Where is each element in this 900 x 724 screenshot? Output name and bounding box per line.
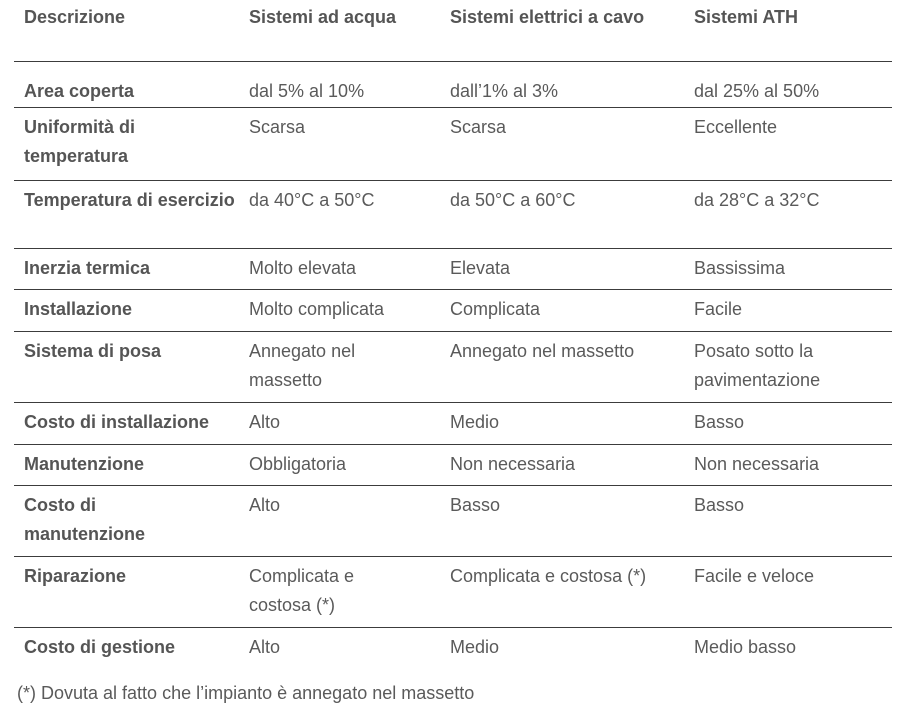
row-label: Inerzia termica <box>24 258 151 278</box>
table-row <box>14 445 892 486</box>
table-row <box>14 557 892 628</box>
table-cell: Molto elevata <box>249 258 357 278</box>
row-label: Temperatura di esercizio <box>24 190 235 210</box>
table-cell: Basso <box>694 412 745 432</box>
table-cell: dal 5% al 10% <box>249 81 365 101</box>
table-cell: Alto <box>249 495 281 515</box>
table-cell: Alto <box>249 637 281 657</box>
table-cell: Complicata e costosa (*) <box>249 566 355 615</box>
table-header-row <box>14 0 892 62</box>
table-cell: Facile <box>694 299 743 319</box>
table-cell: Eccellente <box>694 117 778 137</box>
row-label: Uniformità di temperatura <box>24 117 135 166</box>
row-label: Riparazione <box>24 566 127 586</box>
table-cell: dal 25% al 50% <box>694 81 820 101</box>
table-cell: da 40°C a 50°C <box>249 190 375 210</box>
table-cell: Complicata <box>450 299 541 319</box>
table-cell: Annegato nel massetto <box>249 341 356 390</box>
table-row <box>14 62 892 108</box>
table-cell: Scarsa <box>450 117 507 137</box>
table-cell: Molto complicata <box>249 299 385 319</box>
table-row <box>14 332 892 403</box>
comparison-table <box>14 0 892 670</box>
table-cell: Annegato nel massetto <box>450 341 635 361</box>
table-cell: Alto <box>249 412 281 432</box>
table-row <box>14 628 892 670</box>
header-cell: Sistemi elettrici a cavo <box>450 7 645 27</box>
table-cell: Scarsa <box>249 117 306 137</box>
table-row <box>14 181 892 249</box>
table-cell: Medio <box>450 412 500 432</box>
table-row <box>14 249 892 290</box>
header-cell: Sistemi ATH <box>694 7 799 27</box>
header-cell: Descrizione <box>24 7 126 27</box>
table-cell: Bassissima <box>694 258 786 278</box>
table-cell: Facile e veloce <box>694 566 815 586</box>
table-cell: Non necessaria <box>450 454 576 474</box>
row-label: Costo di manutenzione <box>24 495 146 544</box>
table-row <box>14 486 892 557</box>
table-cell: Medio <box>450 637 500 657</box>
table-cell: Medio basso <box>694 637 797 657</box>
table-cell: Basso <box>694 495 745 515</box>
table-cell: Obbligatoria <box>249 454 347 474</box>
row-label: Manutenzione <box>24 454 144 474</box>
table-row <box>14 108 892 181</box>
table-cell: Posato sotto la pavimentazione <box>694 341 821 390</box>
table-cell: da 50°C a 60°C <box>450 190 576 210</box>
row-label: Costo di installazione <box>24 412 210 432</box>
table-cell: Complicata e costosa (*) <box>450 566 647 586</box>
table-cell: Basso <box>450 495 501 515</box>
row-label: Costo di gestione <box>24 637 176 657</box>
table-row <box>14 403 892 445</box>
table-cell: da 28°C a 32°C <box>694 190 820 210</box>
row-label: Sistema di posa <box>24 341 162 361</box>
table-cell: Elevata <box>450 258 511 278</box>
row-label: Installazione <box>24 299 133 319</box>
table-row <box>14 290 892 332</box>
footnote: (*) Dovuta al fatto che l’impianto è annegato nel massetto <box>17 683 475 703</box>
row-label: Area coperta <box>24 81 135 101</box>
table-cell: dall’1% al 3% <box>450 81 559 101</box>
table-cell: Non necessaria <box>694 454 820 474</box>
header-cell: Sistemi ad acqua <box>249 7 397 27</box>
